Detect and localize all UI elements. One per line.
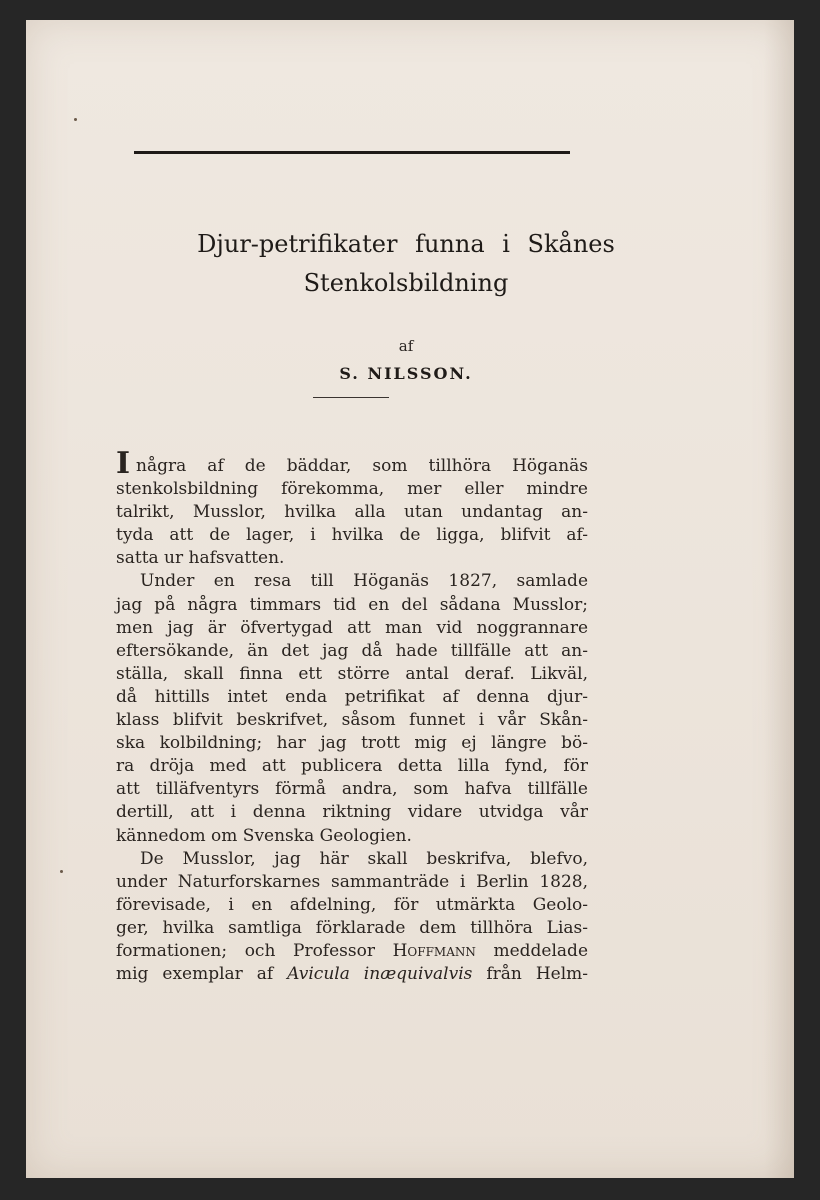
text-line: då hittills intet enda petrifikat af denna djur- bbox=[116, 686, 588, 707]
paragraph-1 bbox=[116, 446, 588, 570]
dropcap: I bbox=[116, 446, 131, 481]
text-line: att tilläfventyrs förmå andra, som hafva tillfälle bbox=[116, 779, 588, 800]
text-line: men jag är öfvertygad att man vid noggrannare bbox=[116, 617, 588, 638]
text-line: De Musslor, jag här skall beskrifva, blefvo, bbox=[140, 848, 588, 869]
text-line bbox=[116, 963, 588, 986]
paper-speck bbox=[74, 118, 77, 121]
text-line: dertill, att i denna riktning vidare utvidga vår bbox=[116, 802, 588, 823]
author-rule bbox=[313, 397, 389, 398]
text-line-content: några af de bäddar, som tillhöra Höganäs bbox=[136, 456, 588, 476]
text-line bbox=[116, 446, 588, 481]
text-line: tyda att de lager, i hvilka de ligga, blifvit af- bbox=[116, 525, 588, 546]
title-line-1: Djur-petrifikater funna i Skånes bbox=[197, 230, 615, 258]
text-line: jag på några timmars tid en del sådana Musslor; bbox=[116, 594, 588, 615]
text-line: kännedom om Svenska Geologien. bbox=[116, 825, 412, 846]
text-line: satta ur hafsvatten. bbox=[116, 548, 285, 569]
top-rule bbox=[134, 151, 570, 154]
text-line-content: mig exemplar af bbox=[116, 964, 288, 985]
byline-af: af bbox=[398, 337, 414, 355]
author-reference: Hoffmann bbox=[392, 940, 476, 961]
text-line-content: meddelade bbox=[475, 940, 588, 961]
text-line bbox=[116, 940, 588, 963]
text-line: Under en resa till Höganäs 1827, samlade bbox=[140, 571, 588, 592]
author-name: S. NILSSON. bbox=[339, 364, 473, 383]
text-line: under Naturforskarnes sammanträde i Berlin 1828, bbox=[116, 871, 588, 892]
text-line: stenkolsbildning förekomma, mer eller mindre bbox=[116, 479, 588, 500]
paragraph-3 bbox=[116, 848, 588, 987]
text-line: förevisade, i en afdelning, för utmärkta Geolo- bbox=[116, 894, 588, 915]
text-line-content: formationen; och Professor bbox=[116, 940, 375, 961]
title-line-2: Stenkolsbildning bbox=[303, 269, 509, 297]
text-line: klass blifvit beskrifvet, såsom funnet i vår Skån- bbox=[116, 710, 588, 731]
paper-speck bbox=[60, 870, 63, 873]
text-line: talrikt, Musslor, hvilka alla utan undantag an- bbox=[116, 502, 588, 523]
species-name: Avicula inæquivalvis bbox=[287, 964, 473, 985]
text-line: ger, hvilka samtliga förklarade dem tillhöra Lias- bbox=[116, 917, 588, 938]
text-line: ska kolbildning; har jag trott mig ej längre bö- bbox=[116, 733, 588, 754]
document-page bbox=[26, 20, 794, 1178]
text-line: eftersökande, än det jag då hade tillfälle att an- bbox=[116, 640, 588, 661]
text-line: ställa, skall finna ett större antal deraf. Likväl, bbox=[116, 663, 588, 684]
body-text bbox=[116, 446, 589, 986]
paragraph-2 bbox=[116, 570, 588, 847]
text-line-content: från Helm- bbox=[472, 964, 589, 985]
text-line: ra dröja med att publicera detta lilla fynd, för bbox=[116, 756, 588, 777]
